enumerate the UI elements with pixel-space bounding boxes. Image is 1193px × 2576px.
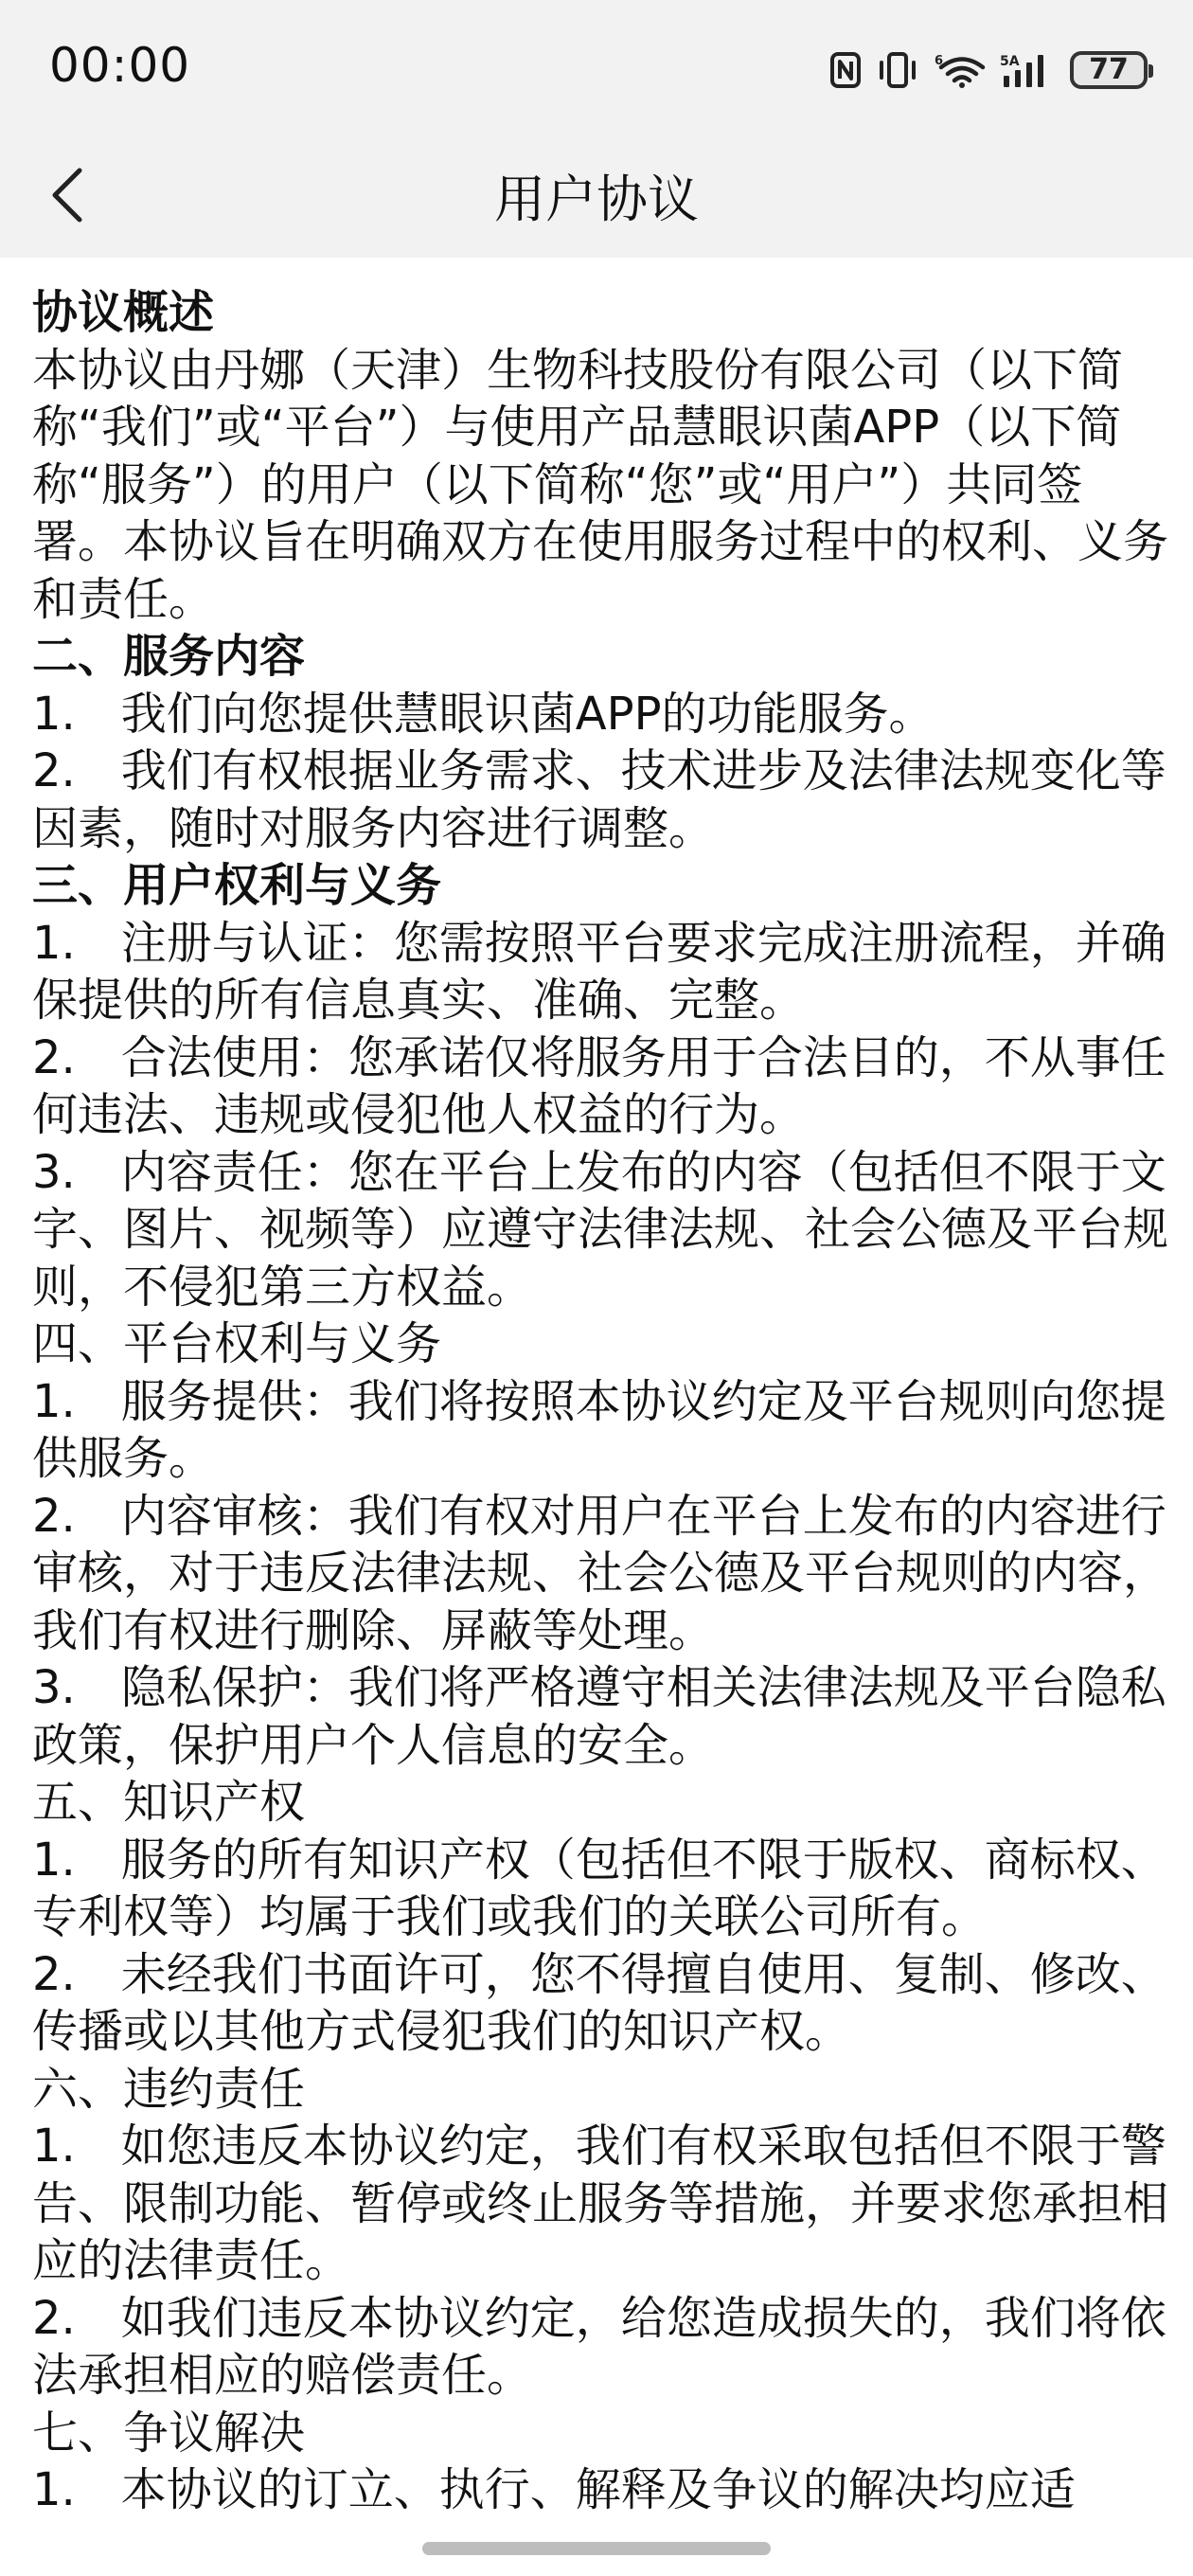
battery-level: 77	[1089, 53, 1129, 86]
header	[0, 133, 1193, 258]
agreement-paragraph: 五、知识产权	[32, 1776, 306, 1829]
vibrate-icon	[875, 51, 920, 89]
agreement-paragraph: 1. 服务的所有知识产权（包括但不限于版权、商标权、专利权等）均属于我们或我们的关联公司所有。	[32, 1833, 1166, 1943]
agreement-paragraph: 2. 内容审核：我们有权对用户在平台上发布的内容进行审核，对于违反法律法规、社会公德及平台规则的内容，我们有权进行删除、屏蔽等处理。	[32, 1489, 1169, 1657]
agreement-paragraph: 四、平台权利与义务	[32, 1317, 442, 1370]
battery-icon	[1070, 51, 1148, 89]
agreement-paragraph: 1. 注册与认证：您需按照平台要求完成注册流程，并确保提供的所有信息真实、准确、完整。	[32, 916, 1166, 1027]
agreement-paragraph: 2. 我们有权根据业务需求、技术进步及法律法规变化等因素，随时对服务内容进行调整。	[32, 744, 1166, 855]
status-bar	[0, 0, 1193, 133]
svg-text:6: 6	[935, 54, 944, 68]
page-title: 用户协议	[494, 170, 699, 229]
wifi-icon	[934, 51, 987, 89]
agreement-paragraph: 3. 内容责任：您在平台上发布的内容（包括但不限于文字、图片、视频等）应遵守法律法规、社会公德及平台规则，不侵犯第三方权益。	[32, 1145, 1169, 1314]
signal-5g-icon	[1000, 51, 1057, 89]
section-heading: 二、服务内容	[32, 630, 306, 683]
agreement-content	[32, 284, 1168, 2519]
home-indicator[interactable]	[422, 2542, 771, 2555]
agreement-paragraph: 七、争议解决	[32, 2406, 306, 2460]
agreement-paragraph: 2. 合法使用：您承诺仅将服务用于合法目的，不从事任何违法、违规或侵犯他人权益的行为。	[32, 1030, 1166, 1141]
agreement-paragraph: 六、违约责任	[32, 2062, 306, 2116]
agreement-paragraph: 1. 我们向您提供慧眼识菌APP的功能服务。	[32, 687, 935, 741]
agreement-paragraph: 1. 服务提供：我们将按照本协议约定及平台规则向您提供服务。	[32, 1374, 1166, 1485]
agreement-paragraph: 2. 未经我们书面许可，您不得擅自使用、复制、修改、传播或以其他方式侵犯我们的知识产权。	[32, 1947, 1166, 2058]
status-icons	[829, 44, 1148, 97]
agreement-paragraph: 2. 如我们违反本协议约定，给您造成损失的，我们将依法承担相应的赔偿责任。	[32, 2291, 1166, 2402]
nfc-icon	[829, 51, 862, 89]
section-heading: 三、用户权利与义务	[32, 859, 442, 912]
agreement-paragraph: 1. 如您违反本协议约定，我们有权采取包括但不限于警告、限制功能、暂停或终止服务等措施，并要求您承担相应的法律责任。	[32, 2120, 1169, 2287]
section-heading: 协议概述	[32, 286, 215, 339]
agreement-paragraph: 本协议由丹娜（天津）生物科技股份有限公司（以下简称“我们”或“平台”）与使用产品慧眼识菌APP（以下简称“服务”）的用户（以下简称“您”或“用户”）共同签署。本协议旨在明确双方在使用服务过程中的权利、义务和责任。	[32, 343, 1169, 626]
status-time: 00:00	[49, 38, 191, 93]
agreement-paragraph: 3. 隐私保护：我们将严格遵守相关法律法规及平台隐私政策，保护用户个人信息的安全。	[32, 1661, 1166, 1772]
svg-text:5A: 5A	[1000, 54, 1020, 69]
agreement-paragraph: 1. 本协议的订立、执行、解释及争议的解决均应适	[32, 2463, 1076, 2516]
